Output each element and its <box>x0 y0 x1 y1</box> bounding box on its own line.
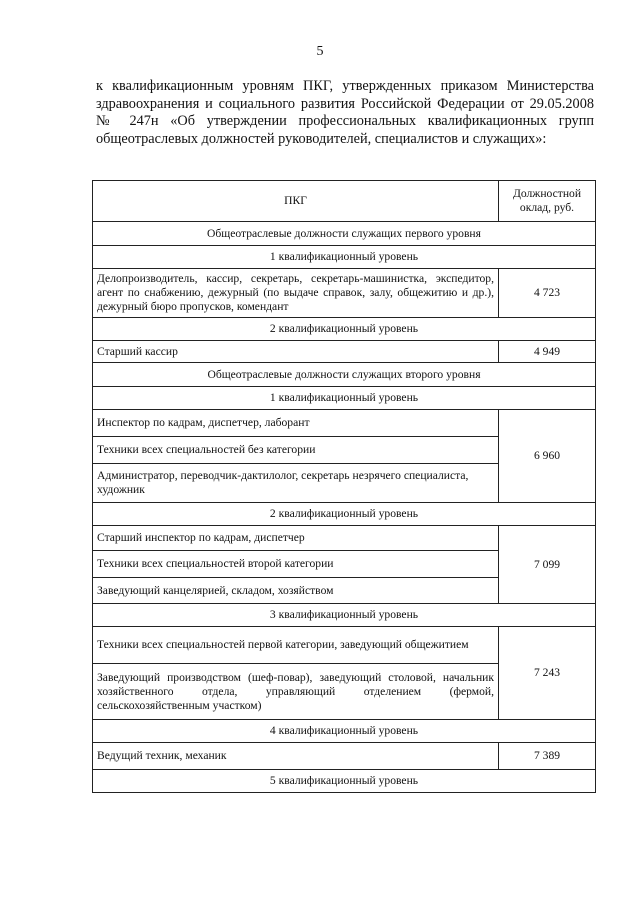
g2-level2-position-2: Техники всех специальностей второй категории <box>93 551 499 578</box>
g1-level2-position: Старший кассир <box>93 341 499 363</box>
table-row <box>93 269 596 318</box>
g2-level3-salary: 7 243 <box>499 627 596 720</box>
page-number: 5 <box>316 44 324 59</box>
g2-level2-salary: 7 099 <box>499 526 596 604</box>
level-row <box>93 503 596 526</box>
g1-level1-title: 1 квалификационный уровень <box>93 246 596 269</box>
g2-level2-position-3: Заведующий канцелярией, складом, хозяйством <box>93 578 499 604</box>
g2-level1-position-1: Инспектор по кадрам, диспетчер, лаборант <box>93 410 499 437</box>
header-pkg: ПКГ <box>93 181 499 222</box>
group1-title: Общеотраслевые должности служащих первого уровня <box>93 222 596 246</box>
g1-level2-salary: 4 949 <box>499 341 596 363</box>
level-row <box>93 318 596 341</box>
g1-level1-position: Делопроизводитель, кассир, секретарь, секретарь-машинистка, экспедитор, агент по снабжению, дежурный (по выдаче справок, залу, общежитию и др.), дежурный бюро пропусков, комендант <box>93 269 499 318</box>
table-row <box>93 341 596 363</box>
header-salary: Должностной оклад, руб. <box>499 181 596 222</box>
table-header-row <box>93 181 596 222</box>
table-row <box>93 526 596 551</box>
g2-level1-position-2: Техники всех специальностей без категории <box>93 437 499 464</box>
g2-level1-salary: 6 960 <box>499 410 596 503</box>
g2-level4-position: Ведущий техник, механик <box>93 743 499 770</box>
g1-level2-title: 2 квалификационный уровень <box>93 318 596 341</box>
level-row <box>93 246 596 269</box>
table-row <box>93 410 596 437</box>
g2-level3-position-1: Техники всех специальностей первой категории, заведующий общежитием <box>93 627 499 664</box>
intro-paragraph: к квалификационным уровням ПКГ, утвержденных приказом Министерства здравоохранения и социального развития Российской Федерации от 29.05.2008 № 247н «Об утверждении профессиональных квалификационных групп общеотраслевых должностей руководителей, специалистов и служащих»: <box>96 78 594 147</box>
level-row <box>93 604 596 627</box>
g2-level5-title: 5 квалификационный уровень <box>93 770 596 793</box>
level-row <box>93 387 596 410</box>
group-row <box>93 363 596 387</box>
level-row <box>93 720 596 743</box>
g2-level2-title: 2 квалификационный уровень <box>93 503 596 526</box>
g2-level4-title: 4 квалификационный уровень <box>93 720 596 743</box>
g2-level3-position-2: Заведующий производством (шеф-повар), заведующий столовой, начальник хозяйственного отдела, управляющий отделением (фермой, сельскохозяйственным участком) <box>93 664 499 720</box>
g2-level3-title: 3 квалификационный уровень <box>93 604 596 627</box>
group2-title: Общеотраслевые должности служащих второго уровня <box>93 363 596 387</box>
g2-level4-salary: 7 389 <box>499 743 596 770</box>
g2-level2-position-1: Старший инспектор по кадрам, диспетчер <box>93 526 499 551</box>
g2-level1-position-3: Администратор, переводчик-дактилолог, секретарь незрячего специалиста, художник <box>93 464 499 503</box>
g2-level1-title: 1 квалификационный уровень <box>93 387 596 410</box>
group-row <box>93 222 596 246</box>
g1-level1-salary: 4 723 <box>499 269 596 318</box>
table-row <box>93 627 596 664</box>
salary-table <box>92 180 596 793</box>
level-row <box>93 770 596 793</box>
table-row <box>93 743 596 770</box>
